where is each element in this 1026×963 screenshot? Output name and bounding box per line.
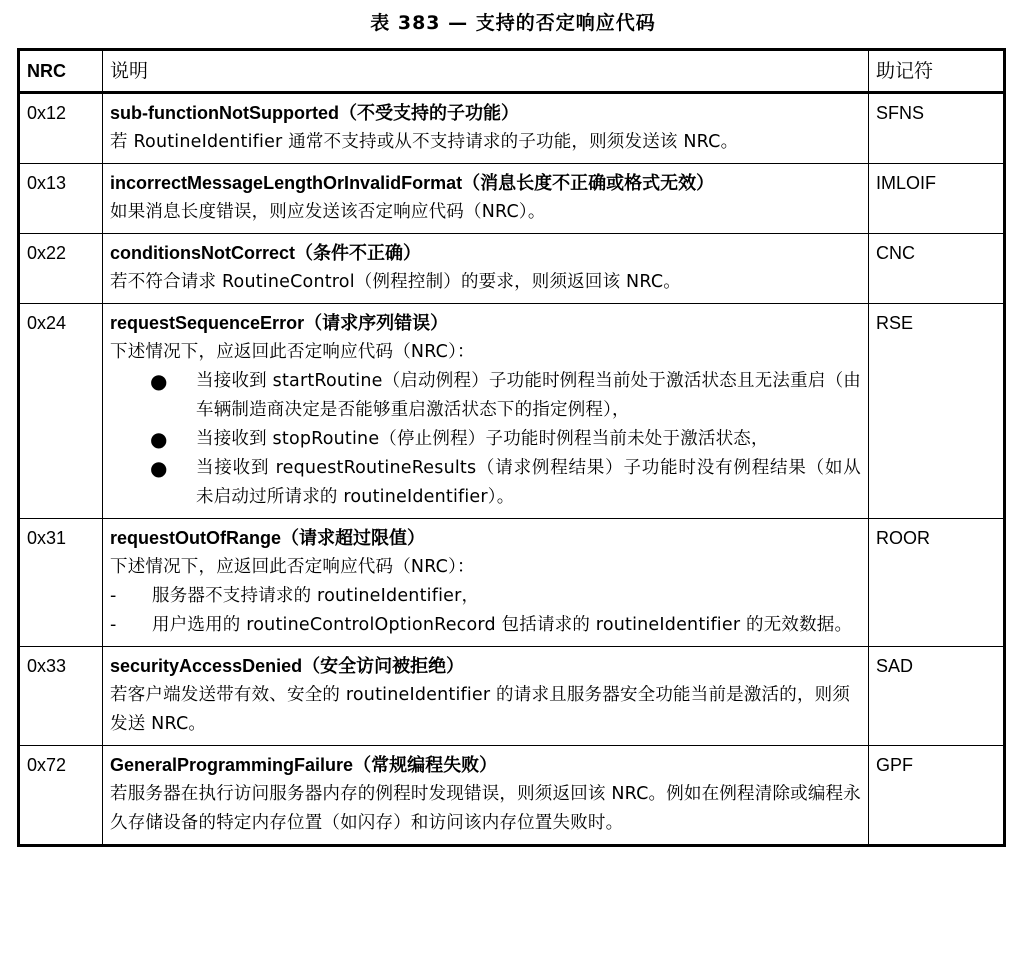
description-text: 若客户端发送带有效、安全的 routineIdentifier 的请求且服务器安全功能当前是激活的，则须发送 NRC。: [110, 685, 851, 734]
mnemonic-cell: SAD: [869, 647, 1005, 746]
nrc-title: [110, 524, 861, 553]
mnemonic-cell: SFNS: [869, 93, 1005, 164]
bullet-icon: ●: [150, 369, 168, 393]
dash-marker: -: [110, 615, 117, 635]
description-text: 若 RoutineIdentifier 通常不支持或从不支持请求的子功能，则须发送该 NRC。: [110, 132, 739, 152]
bullet-text: 当接收到 startRoutine（启动例程）子功能时例程当前处于激活状态且无法重启（由车辆制造商决定是否能够重启激活状态下的指定例程），: [196, 371, 861, 420]
nrc-code-cell: 0x13: [19, 164, 103, 234]
nrc-title: [110, 239, 861, 268]
description-cell: [103, 519, 869, 647]
bullet-icon: ●: [150, 456, 168, 480]
nrc-name: conditionsNotCorrect: [110, 243, 296, 263]
dash-marker: -: [110, 586, 117, 606]
description-text: 如果消息长度错误，则应发送该否定响应代码（NRC）。: [110, 202, 546, 222]
bullet-item: [110, 454, 861, 512]
bullet-item: [110, 367, 861, 425]
nrc-code-cell: 0x12: [19, 93, 103, 164]
description-cell: [103, 647, 869, 746]
nrc-name-translation: （安全访问被拒绝）: [302, 656, 465, 677]
mnemonic-cell: GPF: [869, 746, 1005, 846]
nrc-title: [110, 652, 861, 681]
table-row: [19, 746, 1005, 846]
dash-item: [110, 582, 861, 611]
nrc-name: requestOutOfRange: [110, 528, 282, 548]
nrc-name-translation: （不受支持的子功能）: [338, 103, 519, 124]
nrc-title: [110, 169, 861, 198]
description-cell: [103, 304, 869, 519]
table-row: [19, 93, 1005, 164]
nrc-table: [17, 48, 1006, 847]
nrc-name: securityAccessDenied: [110, 656, 303, 676]
description-cell: [103, 234, 869, 304]
mnemonic-cell: RSE: [869, 304, 1005, 519]
description-text: 下述情况下，应返回此否定响应代码（NRC）：: [110, 342, 475, 362]
nrc-code-cell: 0x22: [19, 234, 103, 304]
bullet-text: 当接收到 requestRoutineResults（请求例程结果）子功能时没有例程结果（如从未启动过所请求的 routineIdentifier）。: [196, 458, 861, 507]
mnemonic-cell: ROOR: [869, 519, 1005, 647]
header-description: 说明: [103, 50, 869, 93]
dash-text: 用户选用的 routineControlOptionRecord 包括请求的 routineIdentifier 的无效数据。: [152, 615, 853, 635]
bullet-text: 当接收到 stopRoutine（停止例程）子功能时例程当前未处于激活状态，: [196, 429, 769, 449]
nrc-name-translation: （请求序列错误）: [304, 313, 449, 334]
description-text: 下述情况下，应返回此否定响应代码（NRC）：: [110, 557, 475, 577]
description-text: 若服务器在执行访问服务器内存的例程时发现错误，则须返回该 NRC。例如在例程清除或编程永久存储设备的特定内存位置（如闪存）和访问该内存位置失败时。: [110, 784, 861, 833]
nrc-name: sub-functionNotSupported: [110, 103, 339, 123]
nrc-name-translation: （条件不正确）: [295, 243, 422, 264]
table-row: [19, 234, 1005, 304]
mnemonic-cell: IMLOIF: [869, 164, 1005, 234]
table-row: [19, 647, 1005, 746]
nrc-title: [110, 751, 861, 780]
nrc-name-translation: （消息长度不正确或格式无效）: [462, 173, 715, 194]
nrc-title: [110, 99, 861, 128]
nrc-code-cell: 0x31: [19, 519, 103, 647]
description-text: 若不符合请求 RoutineControl（例程控制）的要求，则须返回该 NRC。: [110, 272, 681, 292]
mnemonic-cell: CNC: [869, 234, 1005, 304]
table-caption: 表 383 — 支持的否定响应代码: [370, 12, 656, 34]
header-nrc: NRC: [19, 50, 103, 93]
description-cell: [103, 746, 869, 846]
table-row: [19, 519, 1005, 647]
bullet-item: [110, 425, 861, 454]
dash-text: 服务器不支持请求的 routineIdentifier，: [152, 586, 480, 606]
nrc-name: GeneralProgrammingFailure: [110, 755, 354, 775]
table-header-row: [19, 50, 1005, 93]
description-cell: [103, 93, 869, 164]
header-mnemonic: 助记符: [869, 50, 1005, 93]
nrc-title: [110, 309, 861, 338]
nrc-code-cell: 0x72: [19, 746, 103, 846]
dash-item: [110, 611, 861, 640]
table-row: [19, 304, 1005, 519]
nrc-code-cell: 0x33: [19, 647, 103, 746]
table-body: [19, 93, 1005, 846]
nrc-name-translation: （常规编程失败）: [353, 755, 498, 776]
nrc-name: requestSequenceError: [110, 313, 305, 333]
description-cell: [103, 164, 869, 234]
bullet-icon: ●: [150, 427, 168, 451]
table-row: [19, 164, 1005, 234]
nrc-name-translation: （请求超过限值）: [281, 528, 426, 549]
nrc-code-cell: 0x24: [19, 304, 103, 519]
nrc-name: incorrectMessageLengthOrInvalidFormat: [110, 173, 463, 193]
